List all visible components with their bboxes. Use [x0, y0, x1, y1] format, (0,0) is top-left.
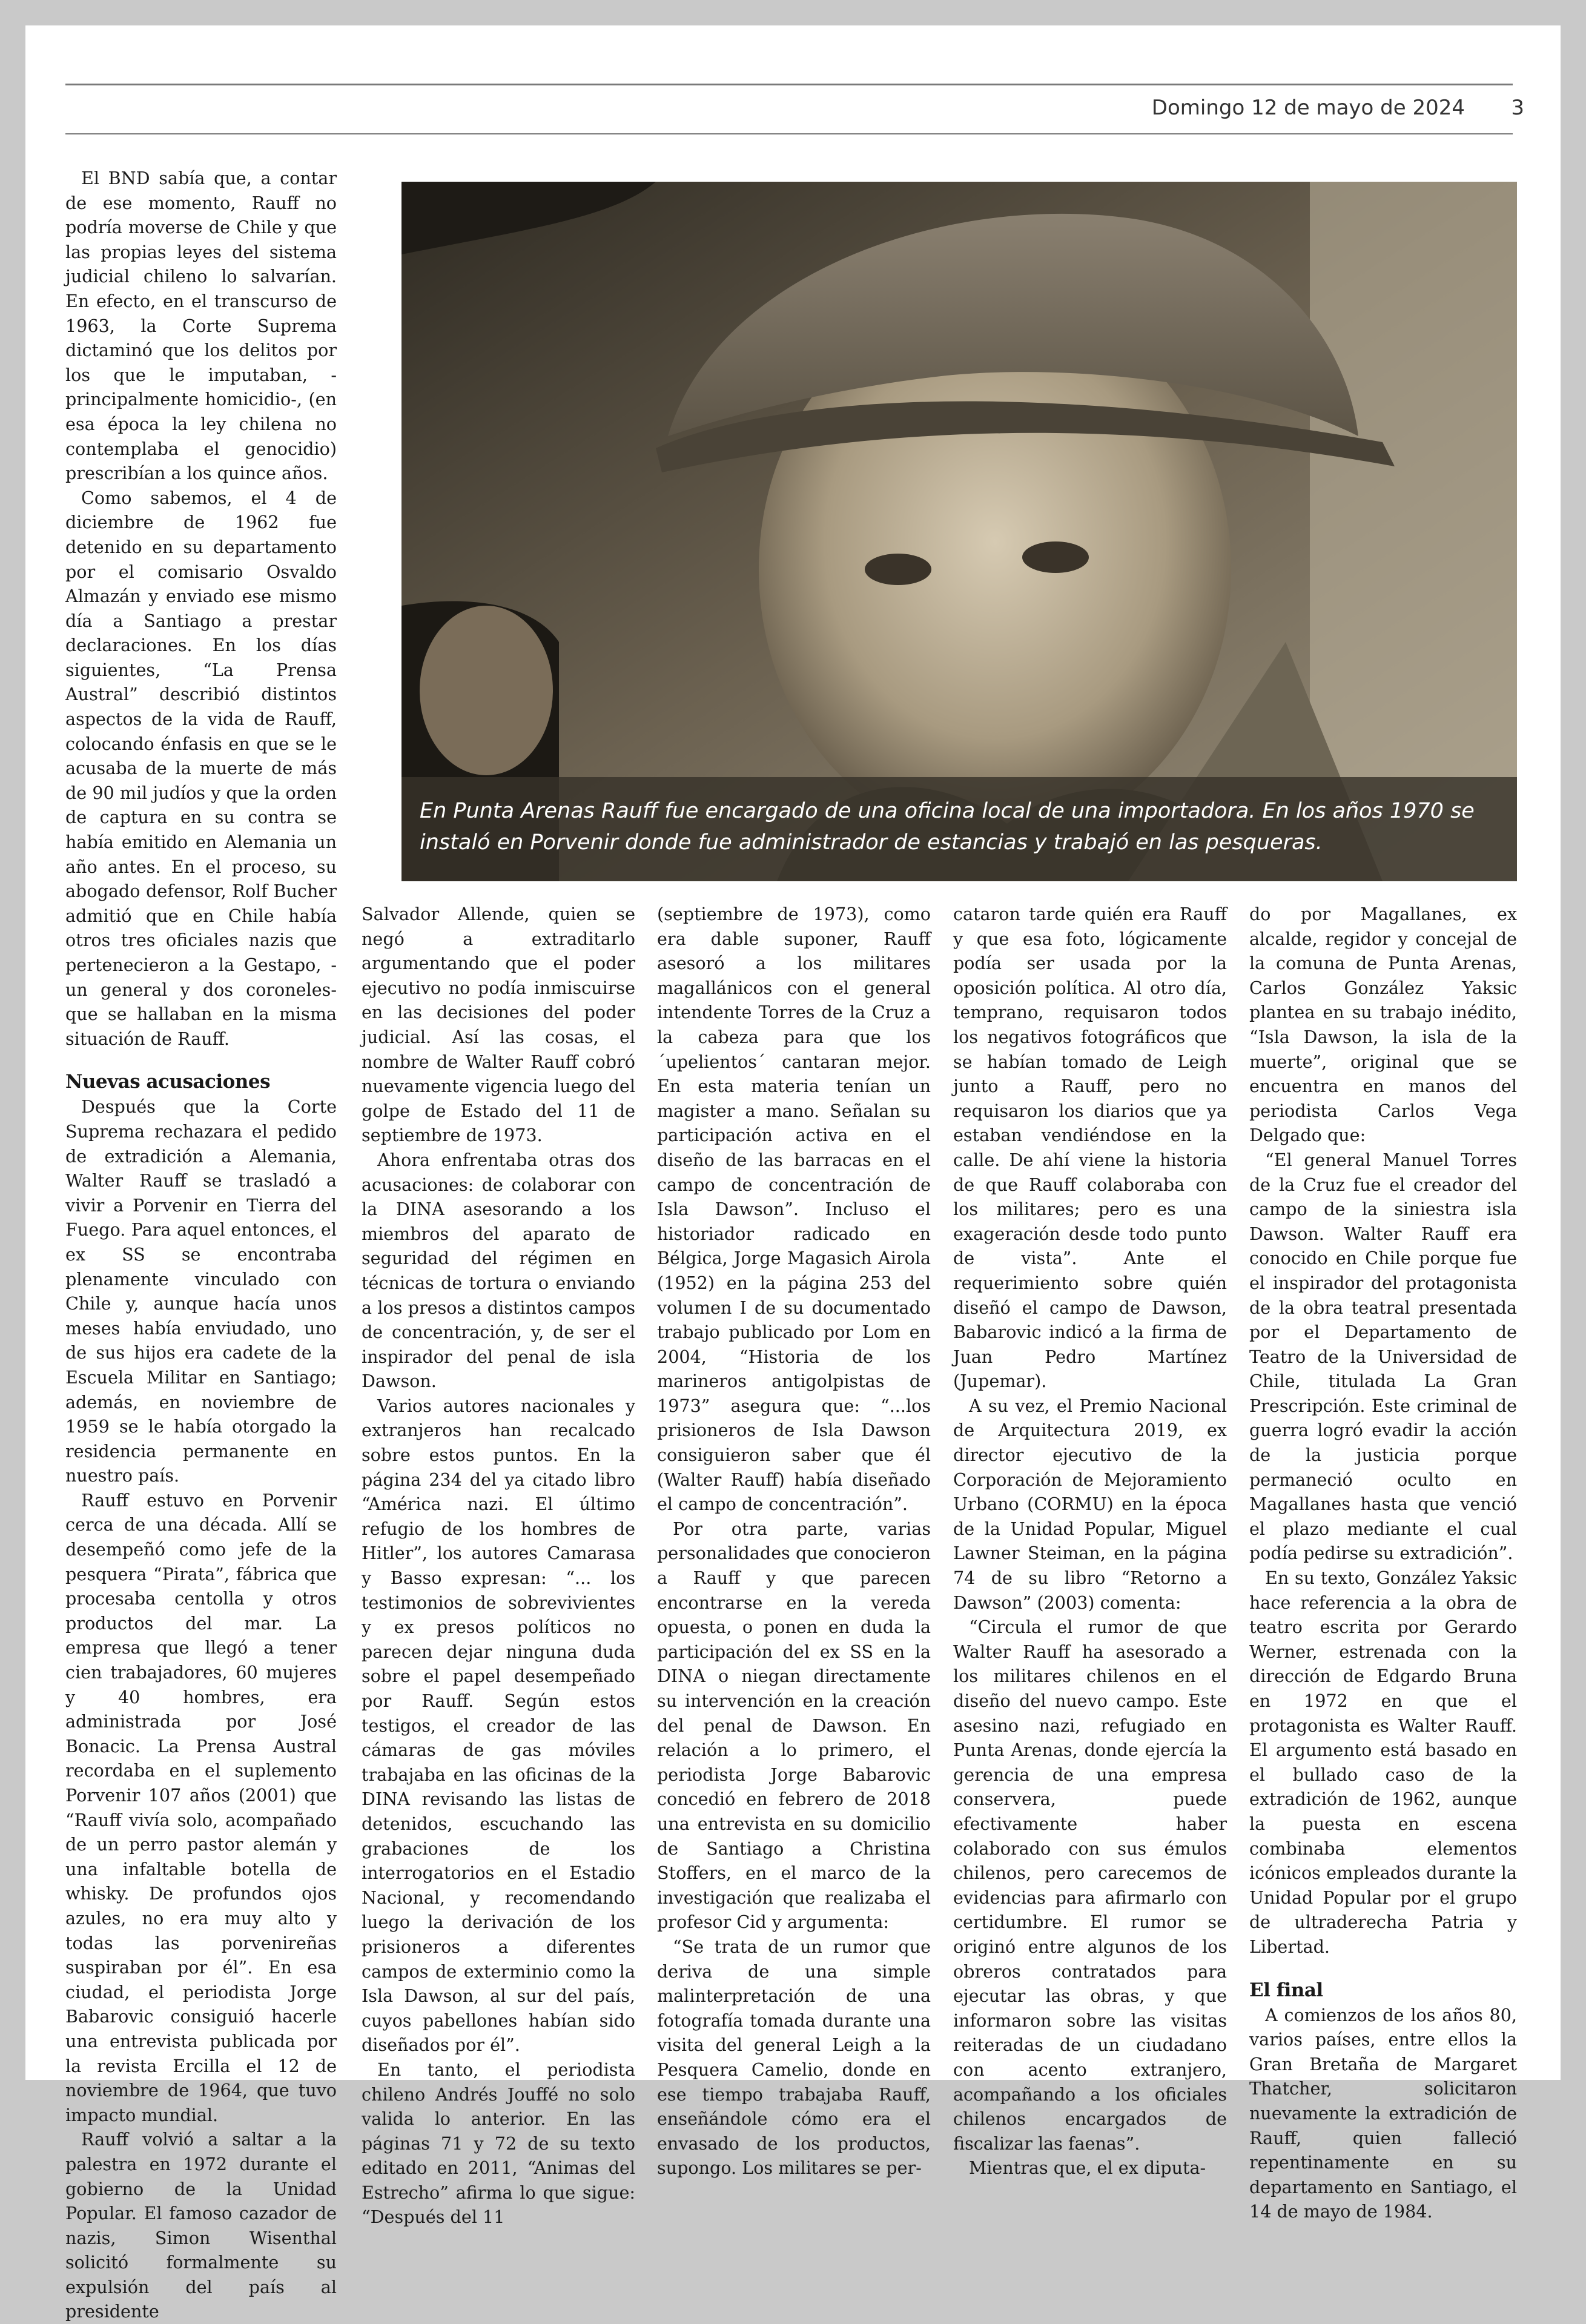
paragraph: “Se trata de un rumor que deriva de una simple malinterpretación de una fotografía tomada durante una visita del general Leigh a la Pesquera Camelio, donde en ese tiempo trabajaba Rauff, enseñándole cómo era el envasado de los productos, supongo. Los militares se per- — [657, 1936, 931, 2179]
top-rule — [65, 84, 1513, 85]
paragraph: Varios autores nacionales y extranjeros han recalcado sobre estos puntos. En la página 234 del ya citado libro “América nazi. El último refugio de los hombres de Hitler”, los autores Camarasa y Basso expresan: “... los testimonios de sobrevivientes y ex presos políticos no parecen dejar ninguna duda sobre el papel desempeñado por Rauff. Según estos testigos, el creador de las cámaras de gas móviles trabajaba en las oficinas de la DINA revisando las listas de detenidos, escuchando las grabaciones de los interrogatorios en el Estadio Nacional, y recomendando luego la derivación de los prisioneros a diferentes campos de exterminio como la Isla Dawson, al sur del país, cuyos pabellones habían sido diseñados por él”. — [362, 1395, 635, 2056]
rauff-photo — [401, 182, 1517, 881]
issue-date: Domingo 12 de mayo de 2024 — [1151, 96, 1465, 120]
paragraph: Mientras que, el ex diputa- — [969, 2157, 1206, 2179]
paragraph: A comienzos de los años 80, varios países, entre ellos la Gran Bretaña de Margaret Thatcher, solicitaron nuevamente la extradición de Rauff, quien falleció repentinamente en su departamento en Santiago, el 14 de mayo de 1984. — [1249, 2004, 1517, 2222]
paragraph: (septiembre de 1973), como era dable suponer, Rauff asesoró a los militares magallánicos con el general intendente Torres de la Cruz a la cabeza para que los ´upelientos´ cantaran mejor. En esta materia tenían un magister a mano. Señalan su participación activa en el diseño de las barracas en el campo de concentración de Isla Dawson”. Incluso el historiador radicado en Bélgica, Jorge Magasich Airola (1952) en la página 253 del volumen I de su documentado trabajo publicado por Lom en 2004, “Historia de los marineros antigolpistas de 1973” asegura que: “...los prisioneros de Isla Dawson consiguieron saber que él (Walter Rauff) había diseñado el campo de concentración”. — [657, 904, 931, 1515]
subheading-el-final: El final — [1249, 1979, 1323, 2001]
column-1 — [65, 166, 337, 2322]
paragraph: Como sabemos, el 4 de diciembre de 1962 fue detenido en su departamento por el comisario Osvaldo Almazán y enviado ese mismo día a Santiago a prestar declaraciones. En los días siguientes, “La Prensa Austral” describió distintos aspectos de la vida de Rauff, colocando énfasis en que se le acusaba de la muerte de más de 90 mil judíos y que la orden de captura en su contra se había emitido en Alemania un año antes. En el proceso, su abogado defensor, Rolf Bucher admitió que en Chile había otros tres oficiales nazis que pertenecieron a la Gestapo, -un general y dos coroneles- que se hallaban en la misma situación de Rauff. — [65, 487, 337, 1049]
paragraph: Ahora enfrentaba otras dos acusaciones: de colaborar con la DINA asesorando a los miembros del aparato de seguridad del régimen en técnicas de tortura o enviando a los presos a distintos campos de concentración, y, de ser el inspirador del penal de isla Dawson. — [362, 1149, 635, 1392]
paragraph: En tanto, el periodista chileno Andrés Jouffé no solo valida lo anterior. En las páginas 71 y 72 de su texto editado en 2011, “Animas del Estrecho” afirma lo que sigue: “Después del 11 — [362, 2059, 635, 2228]
column-5 — [1249, 902, 1517, 2222]
newspaper-page — [25, 25, 1561, 2322]
page-number: 3 — [1511, 96, 1524, 120]
paragraph: do por Magallanes, ex alcalde, regidor y concejal de la comuna de Punta Arenas, Carlos González Yaksic plantea en su trabajo inédito, “Isla Dawson, la isla de la muerte”, original que se encuentra en manos del periodista Carlos Vega Delgado que: — [1249, 904, 1517, 1146]
paragraph: Rauff estuvo en Porvenir cerca de una década. Allí se desempeñó como jefe de la pesquera “Pirata”, fábrica que procesaba centolla y otros productos del mar. La empresa que llegó a tener cien trabajadores, 60 mujeres y 40 hombres, era administrada por José Bonacic. La Prensa Austral recordaba en el suplemento Porvenir 107 años (2001) que “Rauff vivía solo, acompañado de un perro pastor alemán y una infaltable botella de whisky. De profundos ojos azules, no era muy alto y todas las porvenireñas suspiraban por él”. En esa ciudad, el periodista Jorge Babarovic consiguió hacerle una entrevista publicada por la revista Ercilla el 12 de noviembre de 1964, que tuvo impacto mundial. — [65, 1489, 337, 2125]
column-3 — [657, 902, 931, 2179]
paragraph: A su vez, el Premio Nacional de Arquitectura 2019, ex director ejecutivo de la Corporación de Mejoramiento Urbano (CORMU) en la época de la Unidad Popular, Miguel Lawner Steiman, en la página 74 de su libro “Retorno a Dawson” (2003) comenta: — [953, 1395, 1227, 1613]
photo-image — [401, 182, 1517, 881]
paragraph: Rauff volvió a saltar a la palestra en 1972 durante el gobierno de la Unidad Popular. El famoso cazador de nazis, Simon Wisenthal solicitó formalmente su expulsión del país al presidente — [65, 2129, 337, 2322]
paragraph: Salvador Allende, quien se negó a extraditarlo argumentando que el poder ejecutivo no podía inmiscuirse en las decisiones del poder judicial. Así las cosas, el nombre de Walter Rauff cobró nuevamente vigencia luego del golpe de Estado del 11 de septiembre de 1973. — [362, 904, 635, 1146]
photo-caption: En Punta Arenas Rauff fue encargado de una oficina local de una importadora. En los años 1970 se instaló en Porvenir donde fue administrador de estancias y trabajó en las pesqueras. — [401, 777, 1517, 881]
paragraph: “El general Manuel Torres de la Cruz fue el creador del campo de la siniestra isla Dawson. Walter Rauff era conocido en Chile porque fue el inspirador del protagonista de la obra teatral presentada por el Departamento de Teatro de la Universidad de Chile, titulada La Gran Prescripción. Este criminal de guerra logró evadir la acción de la justicia porque permaneció oculto en Magallanes hasta que venció el plazo mediante el cual podía pedirse su extradición”. — [1249, 1149, 1517, 1564]
paragraph: El BND sabía que, a contar de ese momento, Rauff no podría moverse de Chile y que las propias leyes del sistema judicial chileno lo salvarían. En efecto, en el transcurso de 1963, la Corte Suprema dictaminó que los delitos por los que le imputaban, -principalmente homicidio-, (en esa época la ley chilena no contemplaba el genocidio) prescribían a los quince años. — [65, 168, 337, 484]
header-rule — [65, 133, 1513, 134]
subheading-nuevas-acusaciones: Nuevas acusaciones — [65, 1071, 271, 1093]
paragraph: “Circula el rumor de que Walter Rauff ha asesorado a los militares chilenos en el diseño del nuevo campo. Este asesino nazi, refugiado en Punta Arenas, donde ejercía la gerencia de una empresa conservera, puede efectivamente haber colaborado con sus émulos chilenos, pero carecemos de evidencias para afirmarlo con certidumbre. El rumor se originó entre algunos de los obreros contratados para ejecutar las obras, y que informaron sobre las visitas reiteradas de un ciudadano con acento extranjero, acompañando a los oficiales chilenos encargados de fiscalizar las faenas”. — [953, 1617, 1227, 2154]
paragraph: Después que la Corte Suprema rechazara el pedido de extradición a Alemania, Walter Rauff se trasladó a vivir a Porvenir en Tierra del Fuego. Para aquel entonces, el ex SS se encontraba plenamente vinculado con Chile y, aunque hacía unos meses había enviudado, uno de sus hijos era cadete de la Escuela Militar en Santiago; además, en noviembre de 1959 se le había otorgado la residencia permanente en nuestro país. — [65, 1096, 337, 1486]
paragraph: Por otra parte, varias personalidades que conocieron a Rauff y que parecen encontrarse en la vereda opuesta, o ponen en duda la participación del ex SS en la DINA o niegan directamente su intervención en la creación del penal de Dawson. En relación a lo primero, el periodista Jorge Babarovic concedió en febrero de 2018 una entrevista en su domicilio de Santiago a Christina Stoffers, en el marco de la investigación que realizaba el profesor Cid y argumenta: — [657, 1518, 931, 1933]
paragraph: cataron tarde quién era Rauff y que esa foto, lógicamente podía ser usada por la oposición política. Al otro día, temprano, requisaron todos los negativos fotográficos que se habían tomado de Leigh junto a Rauff, pero no requisaron los diarios que ya estaban vendiéndose en la calle. De ahí viene la historia de que Rauff colaboraba con los militares; pero es una exageración desde todo punto de vista”. Ante el requerimiento sobre quién diseñó el campo de Dawson, Babarovic indicó a la firma de Juan Pedro Martínez (Jupemar). — [953, 904, 1227, 1392]
column-4 — [953, 902, 1227, 2179]
column-2 — [362, 902, 635, 2228]
paragraph: En su texto, González Yaksic hace referencia a la obra de teatro escrita por Gerardo Werner, estrenada con la dirección de Edgardo Bruna en 1972 en que el protagonista es Walter Rauff. El argumento está basado en el bullado caso de la extradición de 1962, aunque la puesta en escena combinaba elementos icónicos empleados durante la Unidad Popular por el grupo de ultraderecha Patria y Libertad. — [1249, 1568, 1517, 1957]
